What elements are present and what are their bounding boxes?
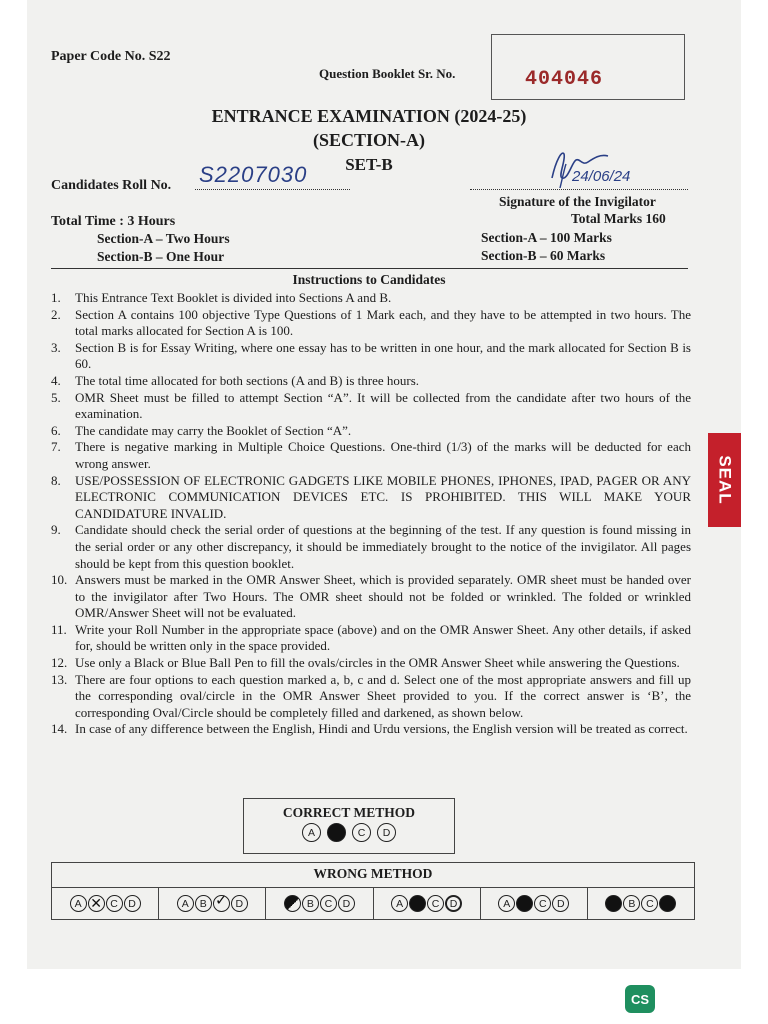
- option-bubble-filled: [516, 895, 533, 912]
- option-bubble: C: [320, 895, 337, 912]
- instruction-number: 1.: [51, 290, 61, 305]
- instruction-item: [51, 390, 691, 423]
- seal-tab: [708, 433, 741, 527]
- instruction-item: [51, 721, 691, 738]
- option-bubble-bold: D: [445, 895, 462, 912]
- option-bubble-partial: [284, 895, 301, 912]
- option-bubble-filled: [605, 895, 622, 912]
- instruction-item: [51, 373, 691, 390]
- exam-section: (SECTION-A): [312, 130, 425, 150]
- instruction-text: In case of any difference between the English, Hindi and Urdu versions, the English version will be treated as correct.: [75, 721, 688, 737]
- section-a-marks: Section-A – 100 Marks: [481, 230, 612, 245]
- exam-title: ENTRANCE EXAMINATION (2024-25): [211, 106, 527, 126]
- wrong-example-double: [374, 888, 481, 919]
- total-marks: Total Marks 160: [571, 211, 666, 226]
- option-bubble-b-filled: [327, 823, 346, 842]
- instruction-number: 10.: [51, 572, 68, 588]
- option-bubble: B: [623, 895, 640, 912]
- instruction-item: [51, 655, 691, 672]
- instruction-text: The candidate may carry the Booklet of Section “A”.: [75, 422, 352, 438]
- instruction-text: The total time allocated for both sections (A and B) is three hours.: [75, 372, 420, 388]
- header-divider: [51, 268, 688, 269]
- instruction-text: This Entrance Text Booklet is divided into Sections A and B.: [75, 290, 392, 305]
- roll-number-line: [195, 188, 350, 190]
- option-bubble-filled: [409, 895, 426, 912]
- instruction-text: Section B is for Essay Writing, where one essay has to be written in one hour, and the mark allocated for Section B is 60.: [75, 339, 691, 372]
- instruction-number: 7.: [51, 439, 61, 455]
- instruction-item: [51, 572, 691, 622]
- option-bubble: A: [498, 895, 515, 912]
- roll-number-handwritten: S2207030: [199, 162, 308, 187]
- wrong-example-multiple: [588, 888, 694, 919]
- correct-method-bubbles: [244, 823, 454, 842]
- correct-method-label: CORRECT METHOD: [282, 805, 416, 820]
- paper-code: Paper Code No. S22: [51, 49, 171, 64]
- option-bubble-d: D: [377, 823, 396, 842]
- instruction-number: 11.: [51, 621, 67, 637]
- signature-date-handwritten: 24/06/24: [572, 168, 631, 185]
- option-bubble-crossed: [88, 895, 105, 912]
- wrong-method-label: WRONG METHOD: [313, 866, 433, 881]
- option-bubble: D: [338, 895, 355, 912]
- instruction-number: 14.: [51, 721, 68, 737]
- option-bubble: C: [641, 895, 658, 912]
- instruction-item: [51, 522, 691, 572]
- section-b-marks: Section-B – 60 Marks: [481, 248, 606, 263]
- option-bubble: A: [391, 895, 408, 912]
- instruction-number: 4.: [51, 372, 61, 388]
- instruction-text: USE/POSSESSION OF ELECTRONIC GADGETS LIKE MOBILE PHONES, IPHONES, IPAD, PAGER OR ANY ELECTRONIC COMMUNICATION DEVICES ETC. IS PROHIBITED. THIS WILL MAKE YOUR CANDIDATURE INVALID.: [75, 472, 691, 521]
- option-bubble: D: [124, 895, 141, 912]
- option-bubble-filled: [659, 895, 676, 912]
- roll-number-label: Candidates Roll No.: [51, 178, 172, 193]
- instruction-number: 12.: [51, 655, 68, 671]
- seal-label: SEAL: [715, 455, 735, 505]
- wrong-example-crossed: [52, 888, 159, 919]
- option-bubble: A: [70, 895, 87, 912]
- instruction-text: Candidate should check the serial order of questions at the beginning of the test. If any question is found missing in the serial order or any other discrepancy, it should be immediately brought to the notice of the invigilator. All pages should be kept from this question booklet.: [75, 522, 691, 571]
- instruction-number: 6.: [51, 422, 61, 438]
- instructions-heading: Instructions to Candidates: [292, 272, 446, 287]
- option-bubble: A: [177, 895, 194, 912]
- instructions-list: [51, 290, 691, 738]
- wrong-method-examples: [52, 888, 694, 919]
- instruction-number: 9.: [51, 522, 61, 538]
- camscanner-badge-icon: CS: [625, 985, 655, 1013]
- instruction-item: [51, 290, 691, 307]
- section-b-time: Section-B – One Hour: [97, 249, 225, 264]
- instruction-number: 5.: [51, 389, 61, 405]
- option-bubble: B: [195, 895, 212, 912]
- option-bubble-c: C: [352, 823, 371, 842]
- instruction-item: [51, 473, 691, 523]
- instruction-text: OMR Sheet must be filled to attempt Section “A”. It will be collected from the candidate after two hours of the examination.: [75, 389, 691, 422]
- option-bubble-a: A: [302, 823, 321, 842]
- instruction-number: 2.: [51, 306, 61, 322]
- instruction-item: [51, 439, 691, 472]
- option-bubble-ticked: [213, 895, 230, 912]
- instruction-text: Write your Roll Number in the appropriate space (above) and on the OMR Answer Sheet. Any other details, if asked for, should be written only in the space provided.: [75, 621, 691, 654]
- total-time: Total Time : 3 Hours: [51, 214, 176, 229]
- instruction-number: 8.: [51, 472, 61, 488]
- instruction-item: [51, 622, 691, 655]
- option-bubble: C: [534, 895, 551, 912]
- instruction-number: 13.: [51, 671, 68, 687]
- booklet-serial-label: Question Booklet Sr. No.: [319, 66, 456, 81]
- instruction-number: 3.: [51, 339, 61, 355]
- wrong-example-ticked: [159, 888, 266, 919]
- instruction-item: [51, 307, 691, 340]
- instruction-item: [51, 423, 691, 440]
- wrong-example-partial: [266, 888, 373, 919]
- instruction-text: There is negative marking in Multiple Choice Questions. One-third (1/3) of the marks will be deducted for each wrong answer.: [75, 439, 691, 471]
- wrong-example-dot: [481, 888, 588, 919]
- option-bubble: C: [427, 895, 444, 912]
- option-bubble: C: [106, 895, 123, 912]
- option-bubble: B: [302, 895, 319, 912]
- exam-booklet-page: [27, 0, 741, 969]
- signature-label: Signature of the Invigilator: [499, 194, 656, 209]
- instruction-text: Section A contains 100 objective Type Questions of 1 Mark each, and they have to be attempted in two hours. The total marks allocated for Section A is 100.: [75, 306, 691, 339]
- section-a-time: Section-A – Two Hours: [97, 231, 230, 246]
- instruction-item: [51, 340, 691, 373]
- instruction-text: Answers must be marked in the OMR Answer Sheet, which is provided separately. OMR sheet must be handed over to the invigilator after Two Hours. The OMR sheet should not be folded or wrinkled. The folded or wrinkled OMR/Answer Sheet will not be evaluated.: [75, 572, 691, 621]
- booklet-serial-number: 404046: [525, 68, 604, 91]
- exam-set: SET-B: [345, 155, 393, 174]
- correct-method-box: [243, 798, 455, 854]
- instruction-item: [51, 672, 691, 722]
- option-bubble: D: [231, 895, 248, 912]
- instruction-text: Use only a Black or Blue Ball Pen to fill the ovals/circles in the OMR Answer Sheet while answering the Questions.: [75, 655, 680, 671]
- wrong-method-box: [51, 862, 695, 920]
- option-bubble: D: [552, 895, 569, 912]
- instruction-text: There are four options to each question marked a, b, c and d. Select one of the most appropriate answers and fill up the corresponding oval/circle in the OMR Answer Sheet provided to you. If the correct answer is ‘B’, the corresponding Oval/Circle should be completely filled and darkened, as shown below.: [75, 671, 691, 720]
